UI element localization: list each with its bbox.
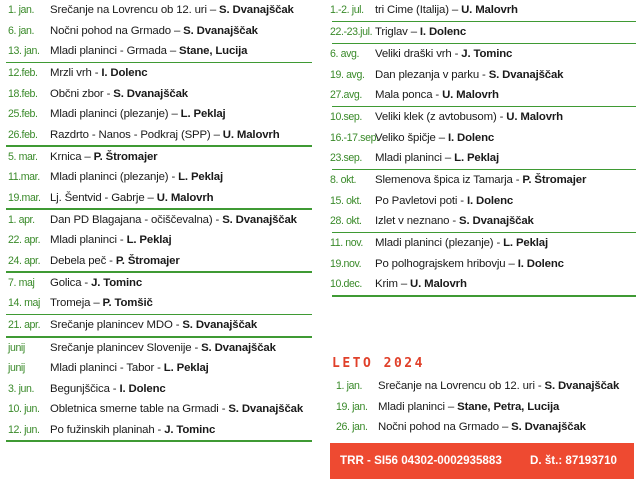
right-column [328,0,640,297]
event-title: tri Cime (Italija) – [375,4,462,16]
event-leader: S. Dvanajščak [219,4,294,16]
schedule-row [328,148,640,169]
event-leader: I. Dolenc [447,131,495,144]
event-date: 10. jun. [8,403,40,416]
schedule-row [328,274,640,295]
event-description [50,379,166,400]
event-date: 7. maj [8,276,35,289]
event-leader: P. Štromajer [115,254,180,267]
schedule-row [0,293,318,314]
event-date: 5. mar. [8,150,38,163]
event-leader: L. Peklaj [178,171,223,184]
schedule-row [328,233,640,254]
schedule-row [0,21,318,42]
left-column [0,0,318,442]
event-description [375,170,586,191]
event-date: 16.-17.sep. [330,131,379,144]
event-title: Golica - [50,276,92,289]
schedule-row [328,44,640,65]
event-date: 11.mar. [8,171,40,184]
event-title: Mladi planinci - Grmada – [50,45,180,57]
event-date: 1.-2. jul. [330,4,364,16]
event-title: Po Pavletovi poti - [375,194,467,207]
schedule-row [328,22,640,43]
event-title: Po polhograjskem hribovju – [375,257,518,270]
event-leader: I. Dolenc [101,67,148,80]
event-description [50,293,153,314]
event-description [375,191,513,212]
schedule-row [328,191,640,212]
event-description [375,148,499,169]
event-title: Mala ponca - [375,89,443,102]
event-leader: S. Dvanajščak [201,341,276,354]
schedule-row [0,188,318,209]
event-leader: L. Peklaj [454,152,500,165]
schedule-row [0,273,318,294]
event-leader: P. Štromajer [93,150,158,163]
event-description [50,167,223,188]
leto-2024-list [328,376,640,438]
event-date: 10.sep. [330,111,362,124]
schedule-row [0,210,318,231]
schedule-row [0,41,318,62]
event-date: 22. apr. [8,234,41,247]
event-leader: U. Malovrh [222,128,280,141]
event-leader: U. Malovrh [461,4,518,16]
event-date: 6. jan. [8,24,35,37]
event-title: Mladi planinci – [378,400,458,413]
schedule-row [0,338,318,359]
divider-line [332,295,636,297]
event-leader: I. Dolenc [466,194,514,207]
event-description [50,147,157,168]
schedule-row [0,358,318,379]
event-date: 11. nov. [330,237,363,250]
trr-account: TRR - SI56 04302-0002935883 [340,454,502,467]
event-date: 28. okt. [330,215,362,228]
schedule-row [0,147,318,168]
event-description [375,0,518,21]
event-title: Debela peč - [50,254,116,267]
event-description [375,107,563,128]
leto-2024-title: LETO 2024 [332,356,425,371]
event-date: 1. jan. [8,4,35,16]
event-title: Mladi planinci – [375,152,455,165]
schedule-row [0,230,318,251]
event-description [375,44,512,65]
event-date: 1. apr. [8,213,35,226]
event-description [50,210,297,231]
event-leader: S. Dvanajščak [222,213,297,226]
event-leader: S. Dvanajščak [459,215,534,228]
event-title: Razdrto - Nanos - Podkraj (SPP) – [50,128,223,141]
schedule-row [328,170,640,191]
schedule-row [328,211,640,232]
event-title: Izlet v neznano - [375,215,460,228]
divider-line [6,440,312,442]
event-leader: S. Dvanajščak [544,380,620,392]
event-title: Nočni pohod na Grmado – [50,24,184,37]
event-date: 18.feb. [8,87,38,100]
event-description [50,338,276,359]
event-title: Veliki klek (z avtobusom) - [375,111,507,124]
event-description [50,21,258,42]
event-title: Srečanje planincev MDO - [50,319,183,332]
event-date: 27.avg. [330,89,362,102]
event-date: 19. avg. [330,68,365,81]
event-title: Tromeja – [50,297,103,310]
event-date: 24. apr. [8,254,41,267]
event-title: Krnica – [50,150,94,163]
event-leader: P. Tomšič [102,297,153,310]
schedule-row [0,84,318,105]
event-description [50,188,213,209]
event-description [50,125,280,146]
schedule-row [0,104,318,125]
event-description [50,251,180,272]
event-date: 22.-23.jul. [330,26,373,39]
event-description [375,85,499,106]
schedule-row [0,399,318,420]
event-title: Občni zbor - [50,87,114,100]
event-description [375,274,467,295]
event-leader: S. Dvanajščak [511,421,586,433]
schedule-row [0,0,318,21]
event-leader: I. Dolenc [119,382,166,395]
event-description [375,254,564,275]
event-description [375,233,548,254]
event-description [50,273,142,294]
event-title: Po fužinskih planinah - [50,423,165,436]
event-date: 26. jan. [336,421,368,433]
event-date: 12. jun. [8,423,40,436]
event-leader: L. Peklaj [503,237,548,250]
event-leader: S. Dvanajščak [228,403,304,416]
event-description [50,315,257,336]
event-title: Dan PD Blagajana - očiščevalna) - [50,213,223,226]
event-leader: U. Malovrh [156,191,214,204]
schedule-row [328,376,640,397]
schedule-row [328,254,640,275]
schedule-row [328,0,640,21]
event-title: Dan plezanja v parku - [375,68,489,81]
event-title: Mrzli vrh - [50,67,102,80]
event-date: junij [8,362,25,375]
event-date: 19.mar. [8,191,41,204]
schedule-row [328,107,640,128]
event-leader: J. Tominc [91,276,143,289]
event-leader: J. Tominc [461,48,513,61]
event-leader: L. Peklaj [180,108,226,121]
event-leader: I. Dolenc [517,257,564,270]
event-title: Srečanje planincev Slovenije - [50,341,202,354]
event-date: 13. jan. [8,45,40,57]
event-description [50,358,209,379]
event-description [50,104,226,125]
event-leader: S. Dvanajščak [113,87,188,100]
event-leader: U. Malovrh [442,89,499,102]
event-leader: Stane, Lucija [179,45,248,57]
event-date: 26.feb. [8,128,38,141]
event-leader: L. Peklaj [163,362,209,375]
event-leader: U. Malovrh [506,111,563,124]
event-leader: S. Dvanajščak [182,319,258,332]
schedule-row [0,420,318,441]
event-description [50,399,303,420]
event-description [50,41,247,62]
schedule-row [0,251,318,272]
event-description [50,63,147,84]
event-title: Obletnica smerne table na Grmadi - [50,403,229,416]
event-date: 19.nov. [330,257,362,270]
event-description [50,0,294,21]
event-description [50,230,171,251]
schedule-row [0,63,318,84]
event-description [375,211,534,232]
event-leader: P. Štromajer [522,174,587,187]
event-description [50,84,188,105]
event-date: 12.feb. [8,67,38,80]
event-title: Mladi planinci - [50,234,127,247]
event-title: Srečanje na Lovrencu ob 12. uri – [50,4,220,16]
event-date: 3. jun. [8,382,35,395]
event-title: Begunjščica - [50,382,120,395]
event-description [375,22,466,43]
event-leader: S. Dvanajščak [183,24,258,37]
event-description [378,397,559,418]
event-leader: J. Tominc [164,423,216,436]
event-title: Nočni pohod na Grmado – [378,421,512,433]
event-date: 23.sep. [330,152,362,165]
schedule-row [328,417,640,438]
event-leader: U. Malovrh [410,278,467,291]
event-title: Krim – [375,278,411,291]
schedule-row [328,85,640,106]
schedule-row [0,125,318,146]
tax-number: D. št.: 87193710 [530,454,618,467]
event-date: 21. apr. [8,319,41,332]
event-date: junij [8,341,25,354]
event-description [50,420,215,441]
event-date: 1. jan. [336,380,363,392]
event-title: Lj. Šentvid - Gabrje – [50,191,157,204]
event-date: 10.dec. [330,278,362,291]
event-date: 14. maj [8,297,40,310]
event-description [378,417,586,438]
event-title: Mladi planinci (plezanje) - [50,171,179,184]
event-description [375,128,494,149]
schedule-row [328,65,640,86]
schedule-row [0,379,318,400]
event-description [375,65,563,86]
event-date: 6. avg. [330,48,360,61]
event-leader: L. Peklaj [126,234,172,247]
event-title: Mladi planinci (plezanje) - [375,237,504,250]
event-date: 8. okt. [330,174,357,187]
schedule-row [328,397,640,418]
event-title: Veliko špičje – [375,131,448,144]
event-description [378,376,619,397]
event-title: Veliki draški vrh - [375,48,462,61]
event-date: 15. okt. [330,194,362,207]
event-title: Slemenova špica iz Tamarja - [375,174,523,187]
event-title: Srečanje na Lovrencu ob 12. uri - [378,380,545,392]
event-title: Mladi planinci - Tabor - [50,362,164,375]
event-date: 25.feb. [8,108,38,121]
schedule-row [0,315,318,336]
schedule-row [0,167,318,188]
event-title: Triglav – [375,26,420,39]
event-date: 19. jan. [336,400,368,413]
event-leader: S. Dvanajščak [488,68,564,81]
event-leader: Stane, Petra, Lucija [457,400,560,413]
bank-info-bar [330,443,634,479]
event-leader: I. Dolenc [419,26,467,39]
schedule-row [328,128,640,149]
event-title: Mladi planinci (plezanje) – [50,108,181,121]
